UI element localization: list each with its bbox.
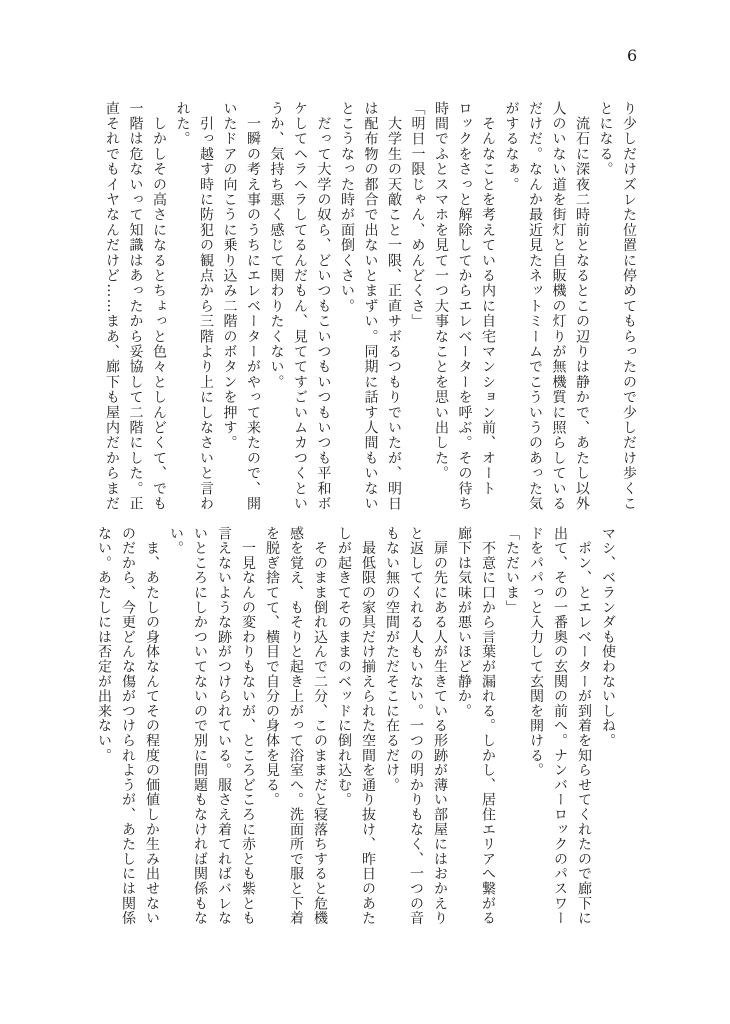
text-block-top (96, 101, 640, 514)
text-line: 直それでもイヤなんだけど……まあ、廊下も屋内だからまだ (104, 101, 120, 512)
page-number: 6 (627, 46, 638, 65)
text-line: 引っ越す時に防犯の観点から三階より上にしなさいと言わ (198, 101, 214, 512)
text-line: しかしその高さになるとちょっと色々としんどくて、でも (151, 101, 167, 512)
text-line: ポン、とエレベーターが到着を知らせてくれたので廊下に (576, 526, 592, 926)
text-line: のだから、今更どんな傷がつけられようが、あたしには関係 (120, 526, 136, 926)
text-line: い。 (168, 526, 184, 556)
text-line: 時間でふとスマホを見て一つ大事なことを思い出した。 (433, 101, 449, 481)
text-line: がするなぁ。 (503, 101, 520, 193)
text-block-bottom (88, 526, 620, 928)
text-line: もない無の空間がただそこに在るだけ。 (384, 526, 400, 793)
text-line: 流石に深夜二時前となるとこの辺りは静かで、あたし以外 (574, 101, 590, 512)
text-line: を脱ぎ捨てて、横目で自分の身体を見る。 (264, 526, 280, 808)
text-line: ドをパパっと入力して玄関を開ける。 (528, 526, 544, 778)
text-line: だって大学の奴ら、どいつもこいつもいつもいつも平和ボ (315, 101, 332, 512)
text-line: 一瞬の考え事のうちにエレベーターがやって来たので、開 (245, 101, 261, 512)
text-line: 言えないような跡がつけられている。服さえ着てればバレな (216, 526, 232, 926)
text-line: 「ただいま」 (504, 526, 520, 615)
text-line: そのまま倒れ込んで二分、このままだと寝落ちすると危機 (312, 526, 328, 926)
text-line: 感を覚え、もそりと起き上がって浴室へ。洗面所で服と下着 (288, 526, 304, 926)
text-line: いところにしかついてないので別に問題もなければ関係もな (192, 526, 208, 926)
text-line: ロックをさっと解除してからエレベーターを呼ぶ。その待ち (456, 101, 473, 512)
text-line: しが起きてそのままのベッドに倒れ込む。 (336, 526, 352, 808)
text-line: そんなことを考えている内に自宅マンション前、オート (480, 101, 496, 497)
text-line: 出て、その一番奥の玄関の前へ。ナンバーロックのパスワー (552, 526, 568, 926)
text-line: うか、気持ち悪く感じて関わりたくない。 (268, 101, 285, 390)
text-line: 廊下は気味が悪いほど静か。 (456, 526, 472, 719)
text-line: は配布物の都合で出ないとまずい。同期に話す人間もいない (362, 101, 379, 512)
text-line: 最低限の家具だけ揃えられた空間を通り抜け、昨日のあた (360, 526, 376, 926)
text-line: 「明日一限じゃん、めんどくさ」 (409, 101, 426, 329)
text-line: とこうなった時が面倒くさい。 (339, 101, 355, 314)
text-line: 一見なんの変わりもないが、ところどころに赤とも紫とも (240, 526, 256, 926)
text-line: ま、あたしの身体なんてその程度の価値しか生み出せない (144, 526, 160, 926)
text-line: り少しだけズレた位置に停めてもらったので少しだけ歩くこ (621, 101, 637, 512)
text-line: 一階は危ないって知識はあったから妥協して二階にした。正 (127, 101, 144, 512)
text-line: いたドアの向こうに乗り込み二階のボタンを押す。 (221, 101, 238, 451)
text-line: 大学生の天敵こと一限、正直サボるつもりでいたが、明日 (386, 101, 402, 512)
text-line: れた。 (174, 101, 191, 147)
text-line: だけだ。なんか最近見たネットミームでこういうのあった気 (527, 101, 543, 512)
text-line: 扉の先にある人が生きている形跡が薄い部屋にはおかえり (432, 526, 448, 926)
text-line: ケしてヘラヘラしてるんだもん、見ててすごいムカつくとい (292, 101, 308, 512)
text-line: と返してくれる人もいない。一つの明かりもなく、一つの音 (408, 526, 424, 926)
text-line: 人のいない道を街灯と自販機の灯りが無機質に照らしている (550, 101, 567, 512)
text-line: ない。あたしには否定が出来ない。 (96, 526, 112, 763)
text-line: マシ、ベランダも使わないしね。 (600, 526, 616, 748)
text-line: とになる。 (597, 101, 614, 177)
text-line: 不意に口から言葉が漏れる。しかし、居住エリアへ繋がる (480, 526, 496, 926)
